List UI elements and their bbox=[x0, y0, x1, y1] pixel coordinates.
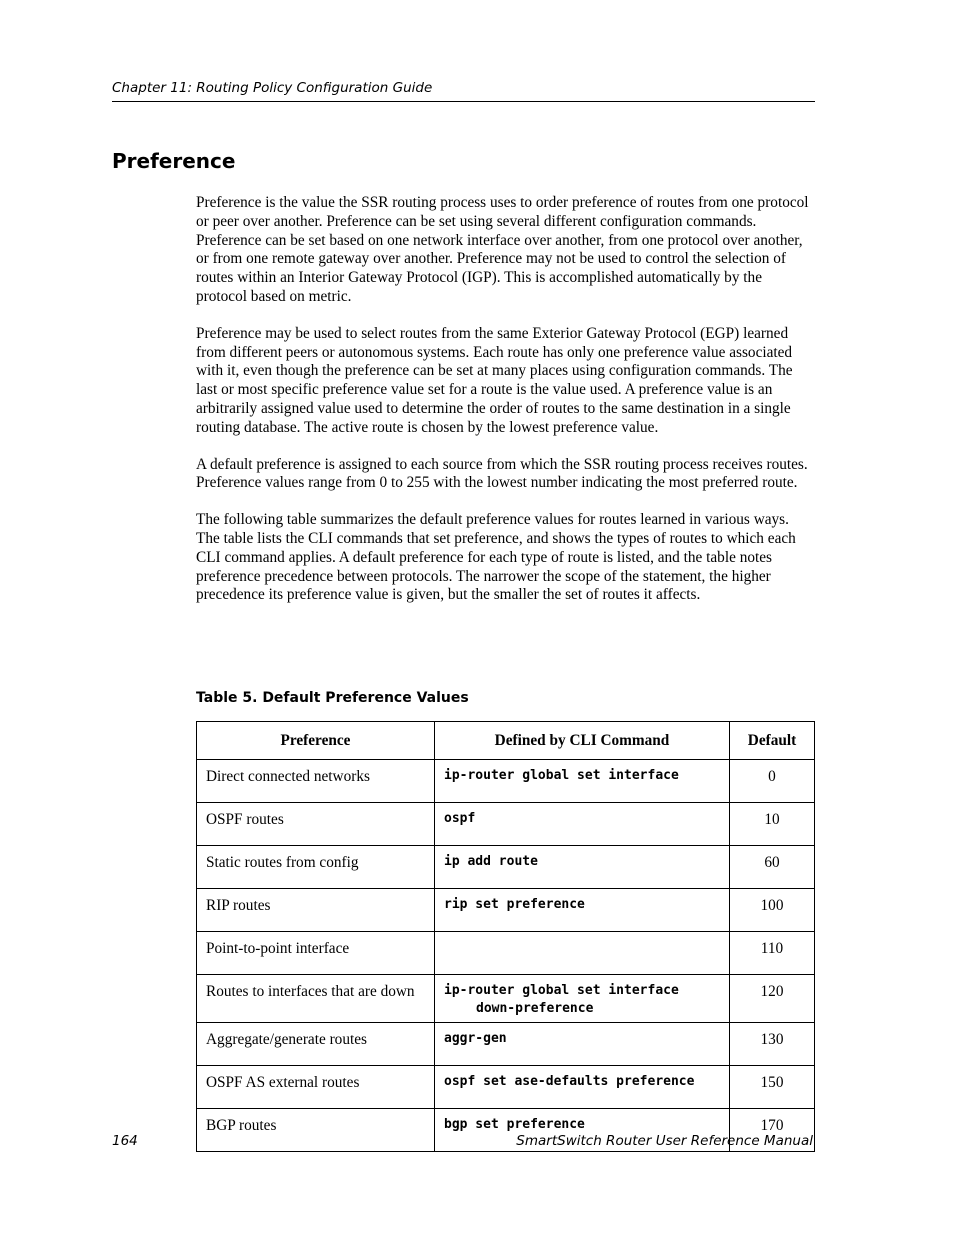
default-preference-table bbox=[196, 721, 815, 1152]
command-cell bbox=[435, 803, 730, 846]
table-header-row bbox=[197, 722, 815, 760]
default-cell: 100 bbox=[730, 889, 815, 932]
preference-cell: OSPF routes bbox=[197, 803, 435, 846]
command-cell bbox=[435, 760, 730, 803]
preference-cell: Point-to-point interface bbox=[197, 932, 435, 975]
default-cell: 150 bbox=[730, 1066, 815, 1109]
command-cell bbox=[435, 889, 730, 932]
paragraph-1: Preference is the value the SSR routing process uses to order preference of routes from one protocol or peer over another. Preference can be set using several different configuration commands. Preference can be set based on one network interface over another, from one protocol over another, or from one remote gateway over another. Preference may not be used to control the selection of routes within an Interior Gateway Protocol (IGP). This is accomplished automatically by the protocol based on metric. bbox=[196, 194, 809, 305]
table-row bbox=[197, 1023, 815, 1066]
command-text: ip add route bbox=[444, 854, 538, 869]
command-text: ip-router global set interface bbox=[444, 768, 679, 783]
default-cell: 110 bbox=[730, 932, 815, 975]
default-cell: 0 bbox=[730, 760, 815, 803]
preference-cell: Static routes from config bbox=[197, 846, 435, 889]
command-cell bbox=[435, 932, 730, 975]
table-caption: Table 5. Default Preference Values bbox=[196, 690, 469, 706]
paragraph-3: A default preference is assigned to each source from which the SSR routing process receives routes. Preference values range from 0 to 255 with the lowest number indicating the most preferred route. bbox=[196, 455, 808, 492]
table-row bbox=[197, 932, 815, 975]
header-default: Default bbox=[730, 722, 815, 760]
table-row bbox=[197, 1066, 815, 1109]
section-title: Preference bbox=[112, 149, 236, 173]
paragraph-2: Preference may be used to select routes from the same Exterior Gateway Protocol (EGP) learned from different peers or autonomous systems. Each route has only one preference value associated with it, even though the preference can be set at many places using configuration commands. The last or most specific preference value set for a route is the value used. A preference value is an arbitrarily assigned value used to determine the order of routes to the same destination in a single routing database. The active route is chosen by the lowest preference value. bbox=[196, 324, 793, 436]
preference-cell: Direct connected networks bbox=[197, 760, 435, 803]
command-text: aggr-gen bbox=[444, 1031, 507, 1046]
preference-cell: Aggregate/generate routes bbox=[197, 1023, 435, 1066]
command-text: ospf set ase-defaults preference bbox=[444, 1074, 695, 1089]
default-cell: 120 bbox=[730, 975, 815, 1023]
command-cell bbox=[435, 1023, 730, 1066]
default-cell: 10 bbox=[730, 803, 815, 846]
command-cell bbox=[435, 975, 730, 1023]
command-text: bgp set preference bbox=[444, 1117, 585, 1132]
command-cell bbox=[435, 846, 730, 889]
preference-cell: OSPF AS external routes bbox=[197, 1066, 435, 1109]
command-continuation: down-preference bbox=[476, 1001, 594, 1016]
manual-title: SmartSwitch Router User Reference Manual bbox=[516, 1133, 813, 1149]
table-row bbox=[197, 760, 815, 803]
command-text: ip-router global set interface bbox=[444, 983, 679, 998]
table-row bbox=[197, 846, 815, 889]
preference-cell: BGP routes bbox=[197, 1109, 435, 1152]
preference-cell: RIP routes bbox=[197, 889, 435, 932]
page-number: 164 bbox=[112, 1133, 138, 1149]
command-text: rip set preference bbox=[444, 897, 585, 912]
table-row bbox=[197, 975, 815, 1023]
table-row bbox=[197, 803, 815, 846]
default-cell: 130 bbox=[730, 1023, 815, 1066]
header-preference: Preference bbox=[197, 722, 435, 760]
header-command: Defined by CLI Command bbox=[435, 722, 730, 760]
default-cell: 60 bbox=[730, 846, 815, 889]
body-text bbox=[196, 194, 814, 623]
running-header: Chapter 11: Routing Policy Configuration Guide bbox=[112, 79, 815, 102]
table-row bbox=[197, 889, 815, 932]
preference-cell: Routes to interfaces that are down bbox=[197, 975, 435, 1023]
command-text: ospf bbox=[444, 811, 476, 826]
paragraph-4: The following table summarizes the default preference values for routes learned in various ways. The table lists the CLI commands that set preference, and shows the types of routes to which each CLI command applies. A default preference for each type of route is listed, and the table notes preference precedence between protocols. The narrower the scope of the statement, the higher precedence its preference value is given, but the smaller the set of routes it affects. bbox=[196, 511, 796, 604]
default-cell: 170 bbox=[730, 1109, 815, 1152]
command-cell bbox=[435, 1066, 730, 1109]
